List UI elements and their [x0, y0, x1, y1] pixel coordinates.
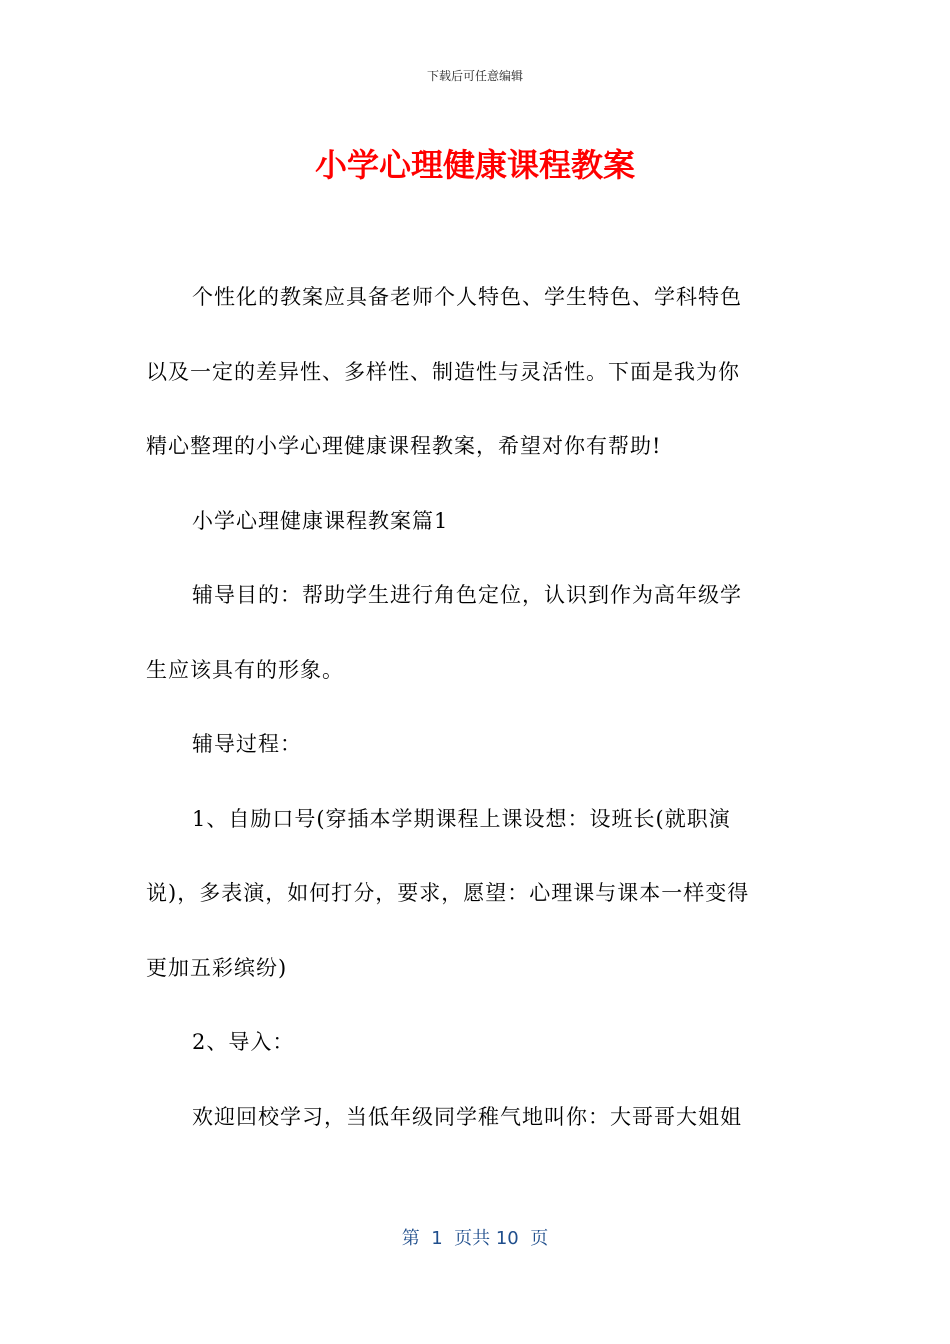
body-line: 精心整理的小学心理健康课程教案，希望对你有帮助!	[146, 434, 662, 458]
body-line: 生应该具有的形象。	[146, 657, 344, 682]
body-line: 1、自励口号(穿插本学期课程上课设想：设班长(就职演	[192, 806, 731, 831]
body-line: 小学心理健康课程教案篇1	[192, 508, 449, 533]
document-body	[146, 260, 806, 1154]
body-line: 欢迎回校学习，当低年级同学稚气地叫你：大哥哥大姐姐	[192, 1104, 742, 1129]
body-line: 辅导过程：	[192, 732, 302, 756]
page-number-footer: 第 1 页共 10 页	[401, 1228, 549, 1249]
body-line: 辅导目的：帮助学生进行角色定位，认识到作为高年级学	[192, 583, 742, 607]
document-title: 小学心理健康课程教案	[314, 146, 635, 184]
body-line: 以及一定的差异性、多样性、制造性与灵活性。下面是我为你	[146, 359, 740, 384]
body-line: 说)，多表演，如何打分，要求，愿望：心理课与课本一样变得	[146, 881, 750, 905]
header-note: 下载后可任意编辑	[426, 69, 523, 83]
body-line: 2、导入：	[192, 1030, 295, 1054]
body-line: 更加五彩缤纷)	[146, 955, 288, 980]
body-line: 个性化的教案应具备老师个人特色、学生特色、学科特色	[192, 285, 742, 309]
